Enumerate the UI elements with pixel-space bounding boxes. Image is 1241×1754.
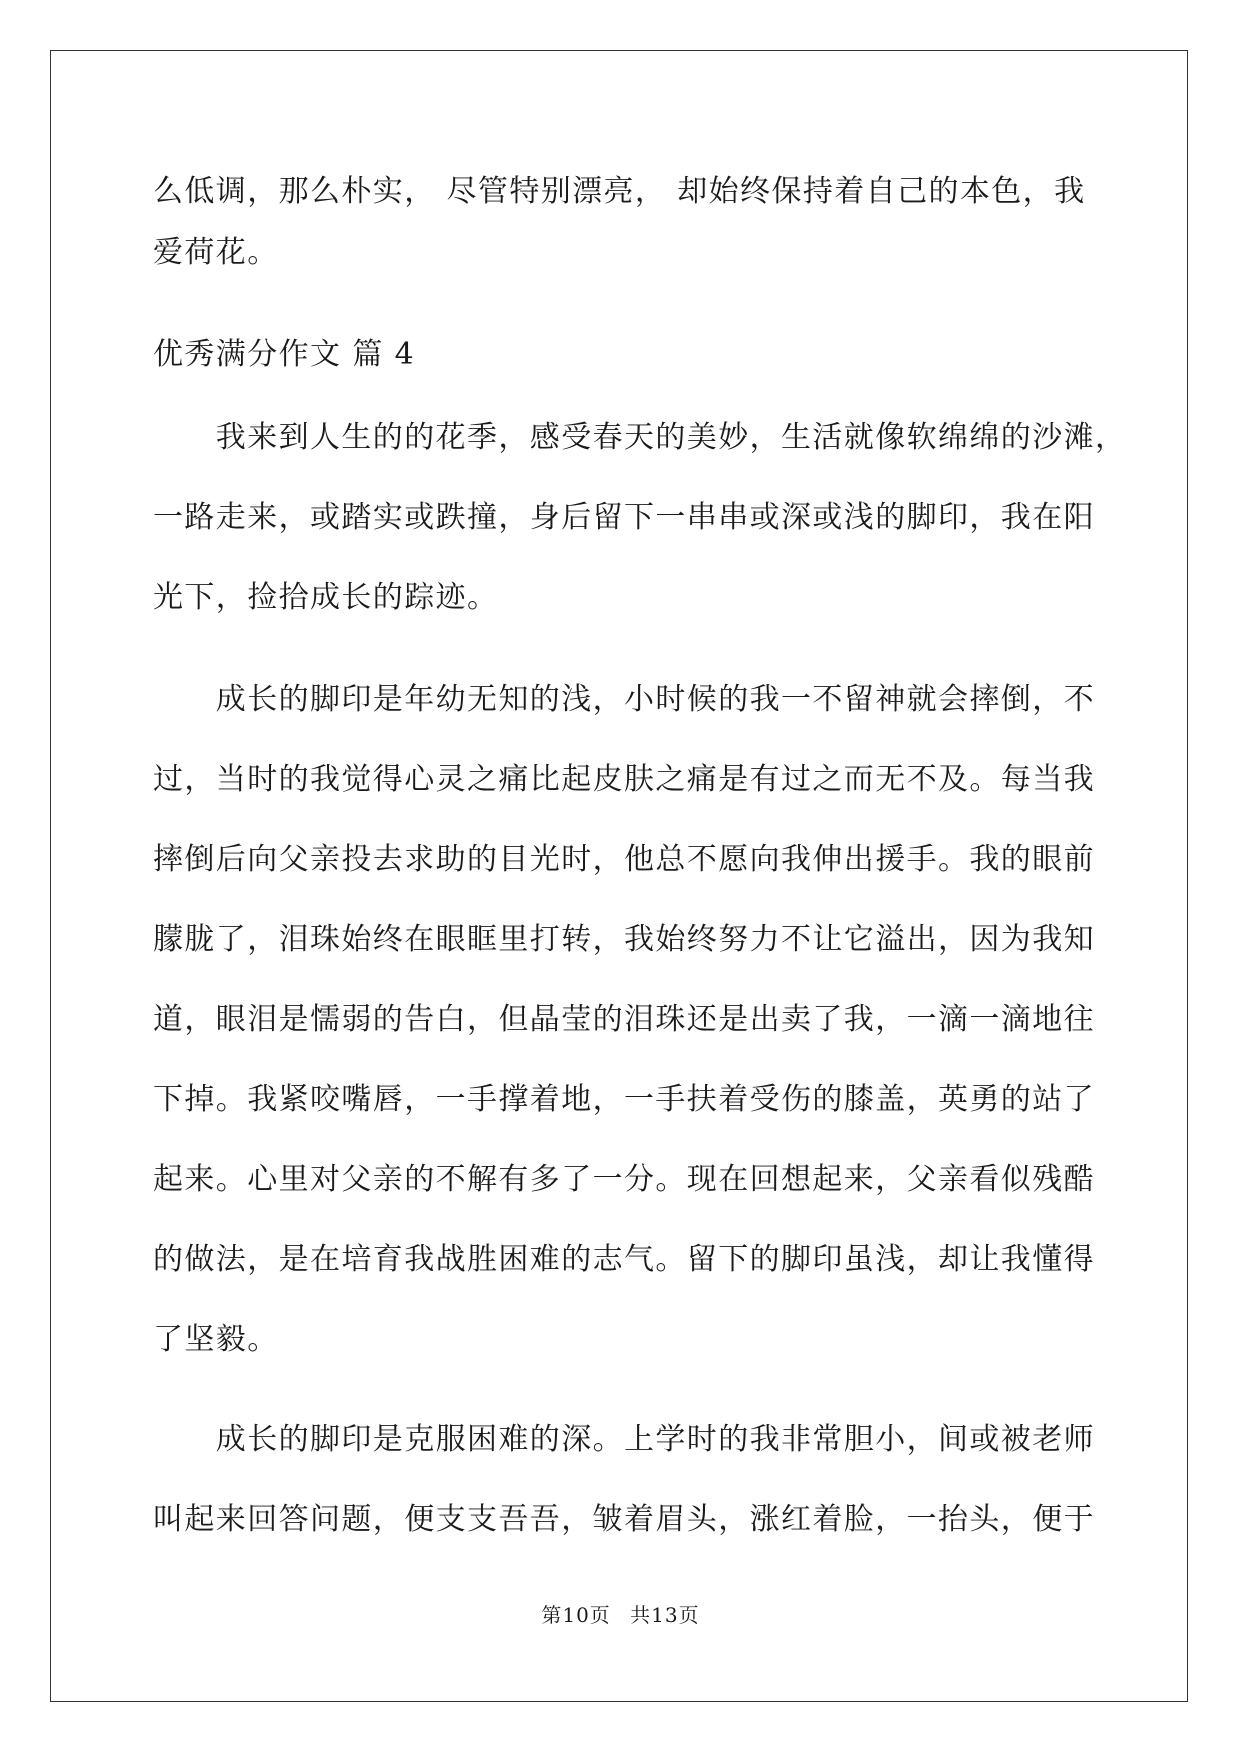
text-line: 道，眼泪是懦弱的告白，但晶莹的泪珠还是出卖了我，一滴一滴地往 bbox=[153, 1002, 1095, 1037]
text-line: 的做法，是在培育我战胜困难的志气。留下的脚印虽浅，却让我懂得 bbox=[153, 1242, 1095, 1277]
section-heading: 优秀满分作文 篇 4 bbox=[153, 337, 416, 372]
text-line: 爱荷花。 bbox=[153, 235, 279, 270]
page-number-current: 第10页 bbox=[541, 1603, 611, 1627]
text-line: 下掉。我紧咬嘴唇，一手撑着地，一手扶着受伤的膝盖，英勇的站了 bbox=[153, 1082, 1095, 1117]
text-line: 光下，捡拾成长的踪迹。 bbox=[153, 580, 499, 615]
text-line: 过，当时的我觉得心灵之痛比起皮肤之痛是有过之而无不及。每当我 bbox=[153, 762, 1095, 797]
text-line: 成长的脚印是年幼无知的浅，小时候的我一不留神就会摔倒，不 bbox=[153, 682, 1095, 717]
page-footer bbox=[0, 1602, 1241, 1628]
text-line: 一路走来，或踏实或跌撞，身后留下一串串或深或浅的脚印，我在阳 bbox=[153, 500, 1095, 535]
text-line: 了坚毅。 bbox=[153, 1322, 279, 1357]
text-line: 朦胧了，泪珠始终在眼眶里打转，我始终努力不让它溢出，因为我知 bbox=[153, 922, 1095, 957]
text-line: 么低调，那么朴实， 尽管特别漂亮， 却始终保持着自己的本色，我 bbox=[153, 174, 1086, 209]
text-line: 叫起来回答问题，便支支吾吾，皱着眉头，涨红着脸，一抬头，便于 bbox=[153, 1502, 1095, 1537]
text-line: 摔倒后向父亲投去求助的目光时，他总不愿向我伸出援手。我的眼前 bbox=[153, 842, 1095, 877]
page-number-total: 共13页 bbox=[630, 1603, 700, 1627]
text-line: 成长的脚印是克服困难的深。上学时的我非常胆小，间或被老师 bbox=[153, 1422, 1095, 1457]
text-line: 起来。心里对父亲的不解有多了一分。现在回想起来，父亲看似残酷 bbox=[153, 1162, 1095, 1197]
text-line: 我来到人生的的花季，感受春天的美妙，生活就像软绵绵的沙滩， bbox=[153, 420, 1127, 455]
